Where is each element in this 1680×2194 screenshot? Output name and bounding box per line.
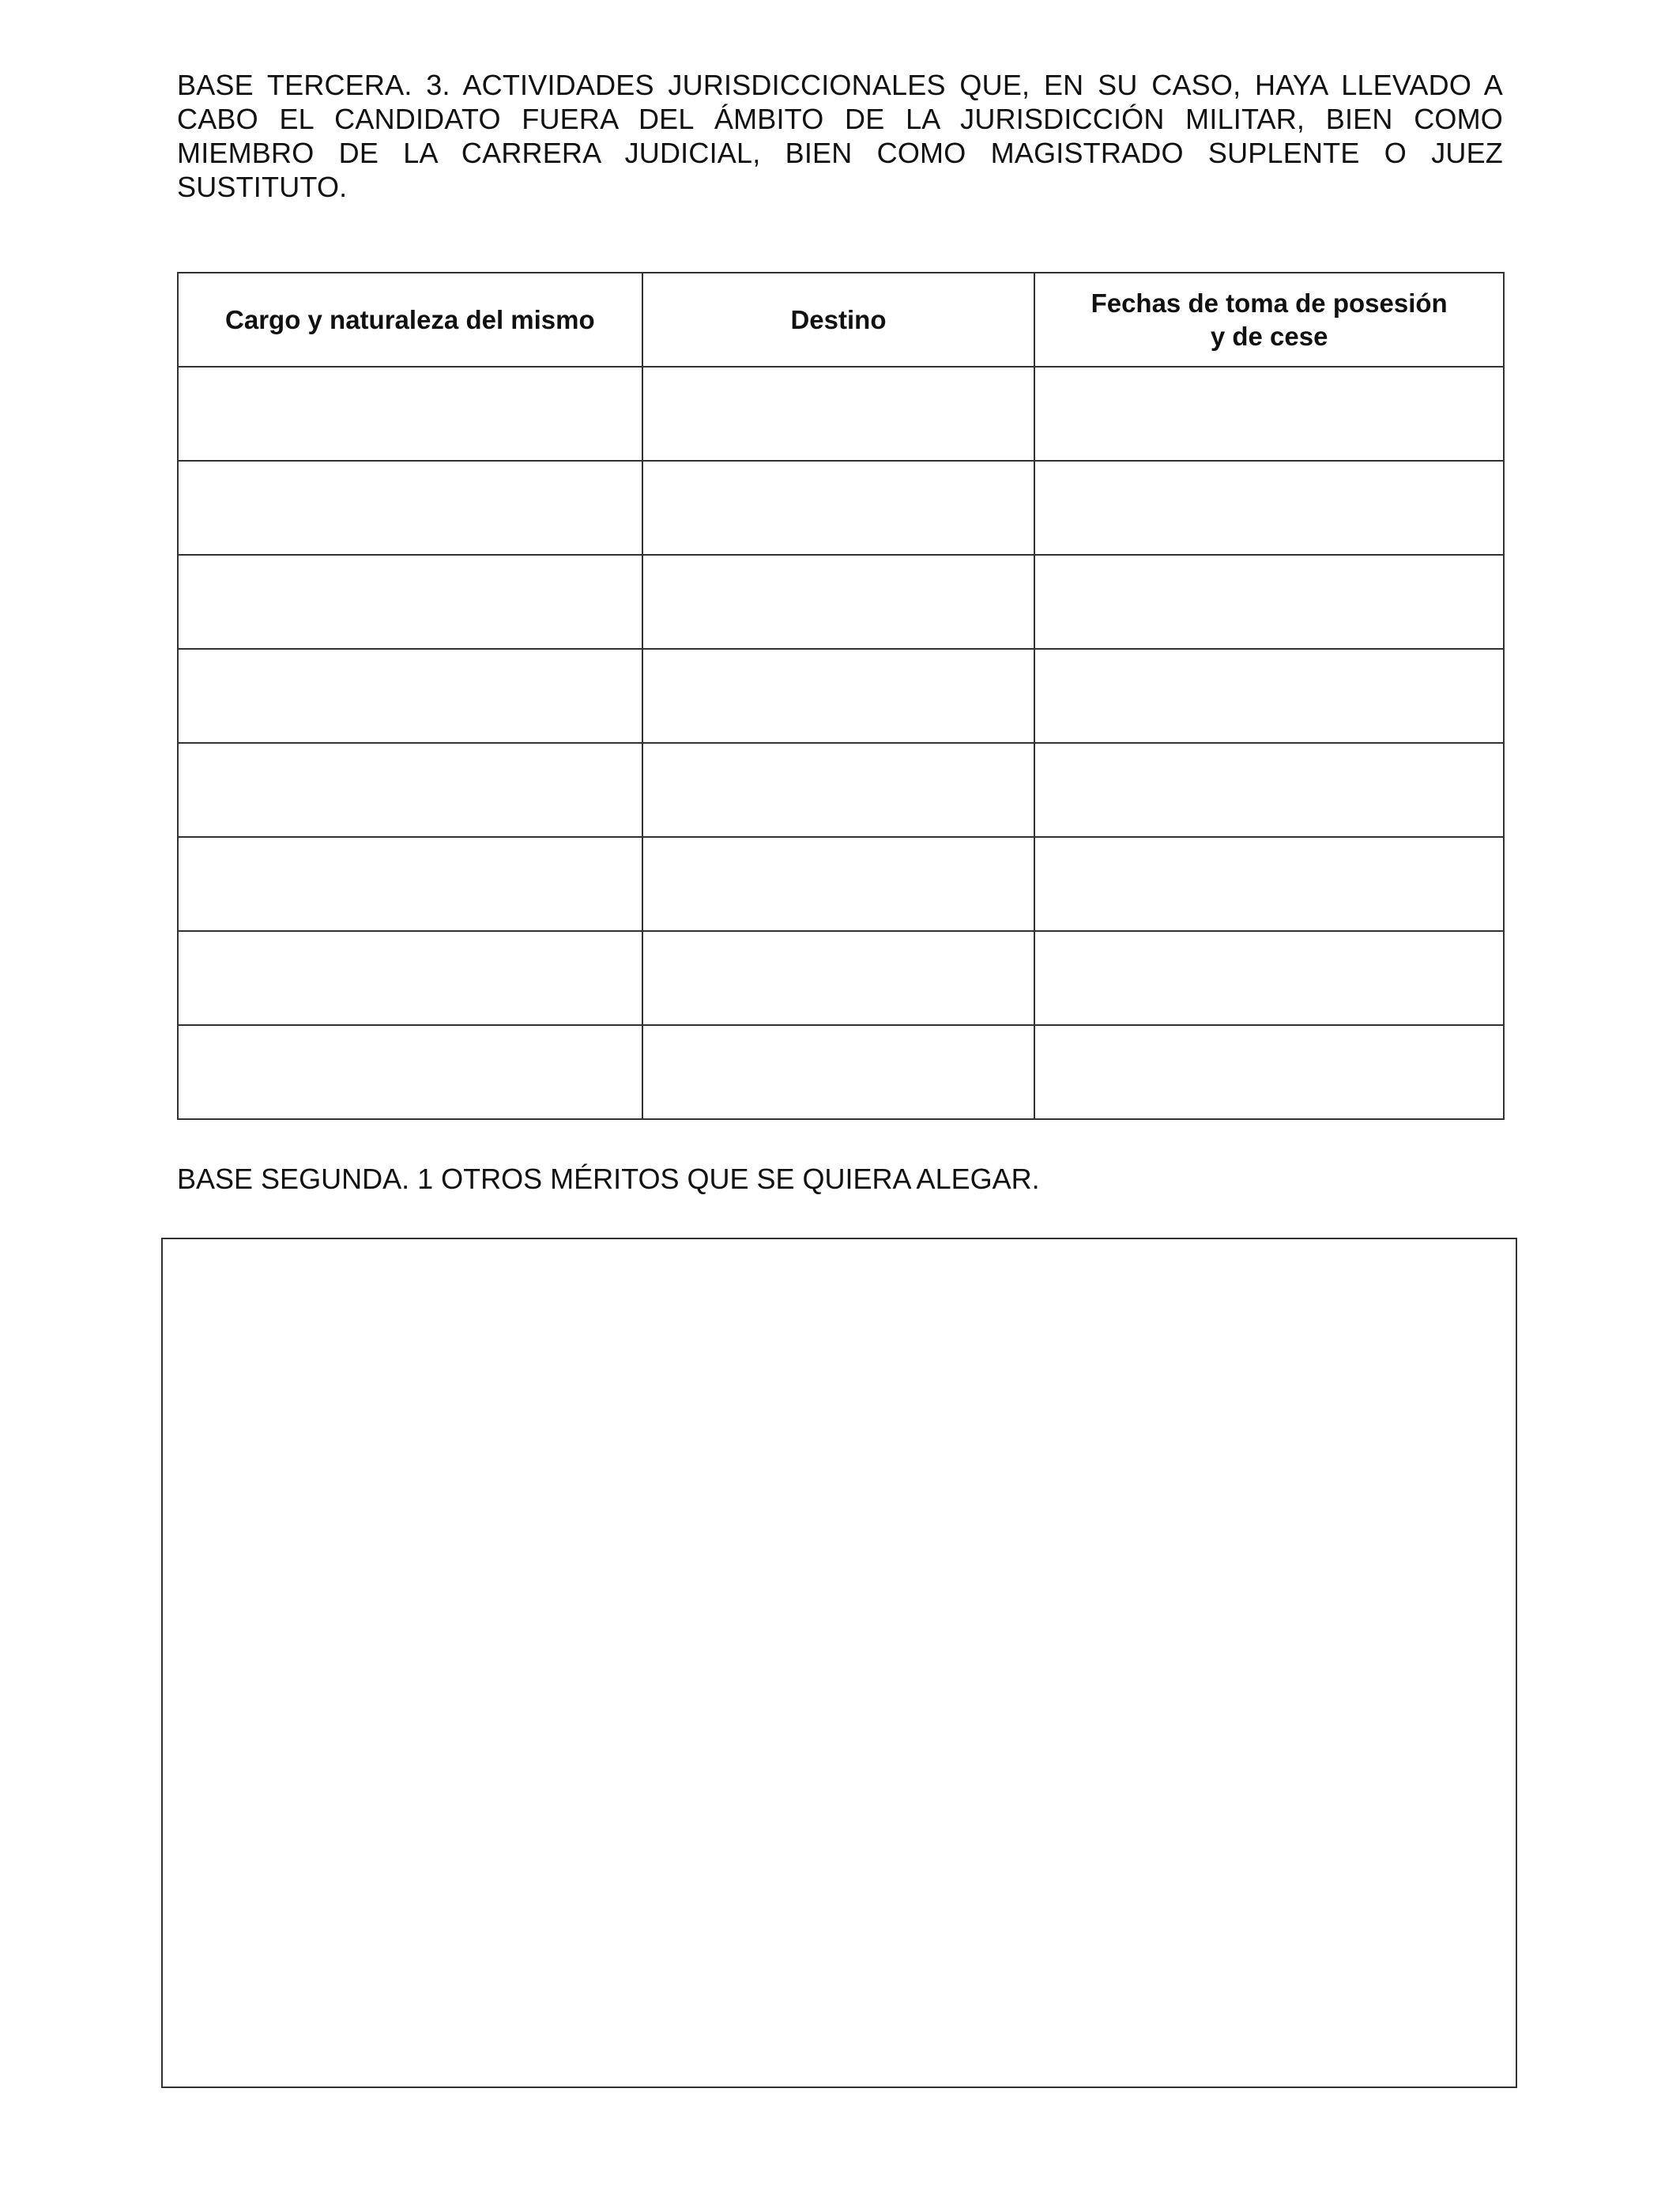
table-row bbox=[178, 931, 1504, 1025]
destino-cell[interactable] bbox=[642, 931, 1035, 1025]
destino-cell[interactable] bbox=[642, 555, 1035, 649]
table-row bbox=[178, 743, 1504, 837]
fechas-cell[interactable] bbox=[1034, 461, 1504, 555]
cargo-cell[interactable] bbox=[178, 743, 642, 837]
destino-cell[interactable] bbox=[642, 367, 1035, 461]
fechas-cell[interactable] bbox=[1034, 743, 1504, 837]
destino-cell[interactable] bbox=[642, 1025, 1035, 1119]
otros-meritos-text-box[interactable] bbox=[161, 1238, 1517, 2088]
table-row bbox=[178, 649, 1504, 743]
column-header-fechas-line-2: y de cese bbox=[1210, 321, 1328, 351]
cargo-cell[interactable] bbox=[178, 461, 642, 555]
table-header-row bbox=[178, 273, 1504, 367]
jurisdictional-activities-table bbox=[177, 272, 1505, 1120]
cargo-cell[interactable] bbox=[178, 649, 642, 743]
destino-cell[interactable] bbox=[642, 837, 1035, 931]
destino-cell[interactable] bbox=[642, 461, 1035, 555]
fechas-cell[interactable] bbox=[1034, 367, 1504, 461]
table-row bbox=[178, 555, 1504, 649]
destino-cell[interactable] bbox=[642, 649, 1035, 743]
table-row bbox=[178, 461, 1504, 555]
table-row bbox=[178, 837, 1504, 931]
cargo-cell[interactable] bbox=[178, 367, 642, 461]
column-header-fechas bbox=[1034, 273, 1504, 367]
table-row bbox=[178, 1025, 1504, 1119]
cargo-cell[interactable] bbox=[178, 1025, 642, 1119]
cargo-cell[interactable] bbox=[178, 837, 642, 931]
column-header-fechas-line-1: Fechas de toma de posesión bbox=[1090, 288, 1448, 318]
column-header-destino: Destino bbox=[642, 273, 1035, 367]
section-label-otros-meritos: BASE SEGUNDA. 1 OTROS MÉRITOS QUE SE QUIERA ALEGAR. bbox=[177, 1163, 1040, 1195]
section-heading-base-tercera: BASE TERCERA. 3. ACTIVIDADES JURISDICCIONALES QUE, EN SU CASO, HAYA LLEVADO A CABO EL CANDIDATO FUERA DEL ÁMBITO DE LA JURISDICCIÓN MILITAR, BIEN COMO MIEMBRO DE LA CARRERA JUDICIAL, BIEN COMO MAGISTRADO SUPLENTE O JUEZ SUSTITUTO. bbox=[177, 69, 1503, 203]
destino-cell[interactable] bbox=[642, 743, 1035, 837]
fechas-cell[interactable] bbox=[1034, 649, 1504, 743]
column-header-cargo: Cargo y naturaleza del mismo bbox=[178, 273, 642, 367]
fechas-cell[interactable] bbox=[1034, 837, 1504, 931]
fechas-cell[interactable] bbox=[1034, 931, 1504, 1025]
table-row bbox=[178, 367, 1504, 461]
cargo-cell[interactable] bbox=[178, 931, 642, 1025]
cargo-cell[interactable] bbox=[178, 555, 642, 649]
fechas-cell[interactable] bbox=[1034, 555, 1504, 649]
fechas-cell[interactable] bbox=[1034, 1025, 1504, 1119]
